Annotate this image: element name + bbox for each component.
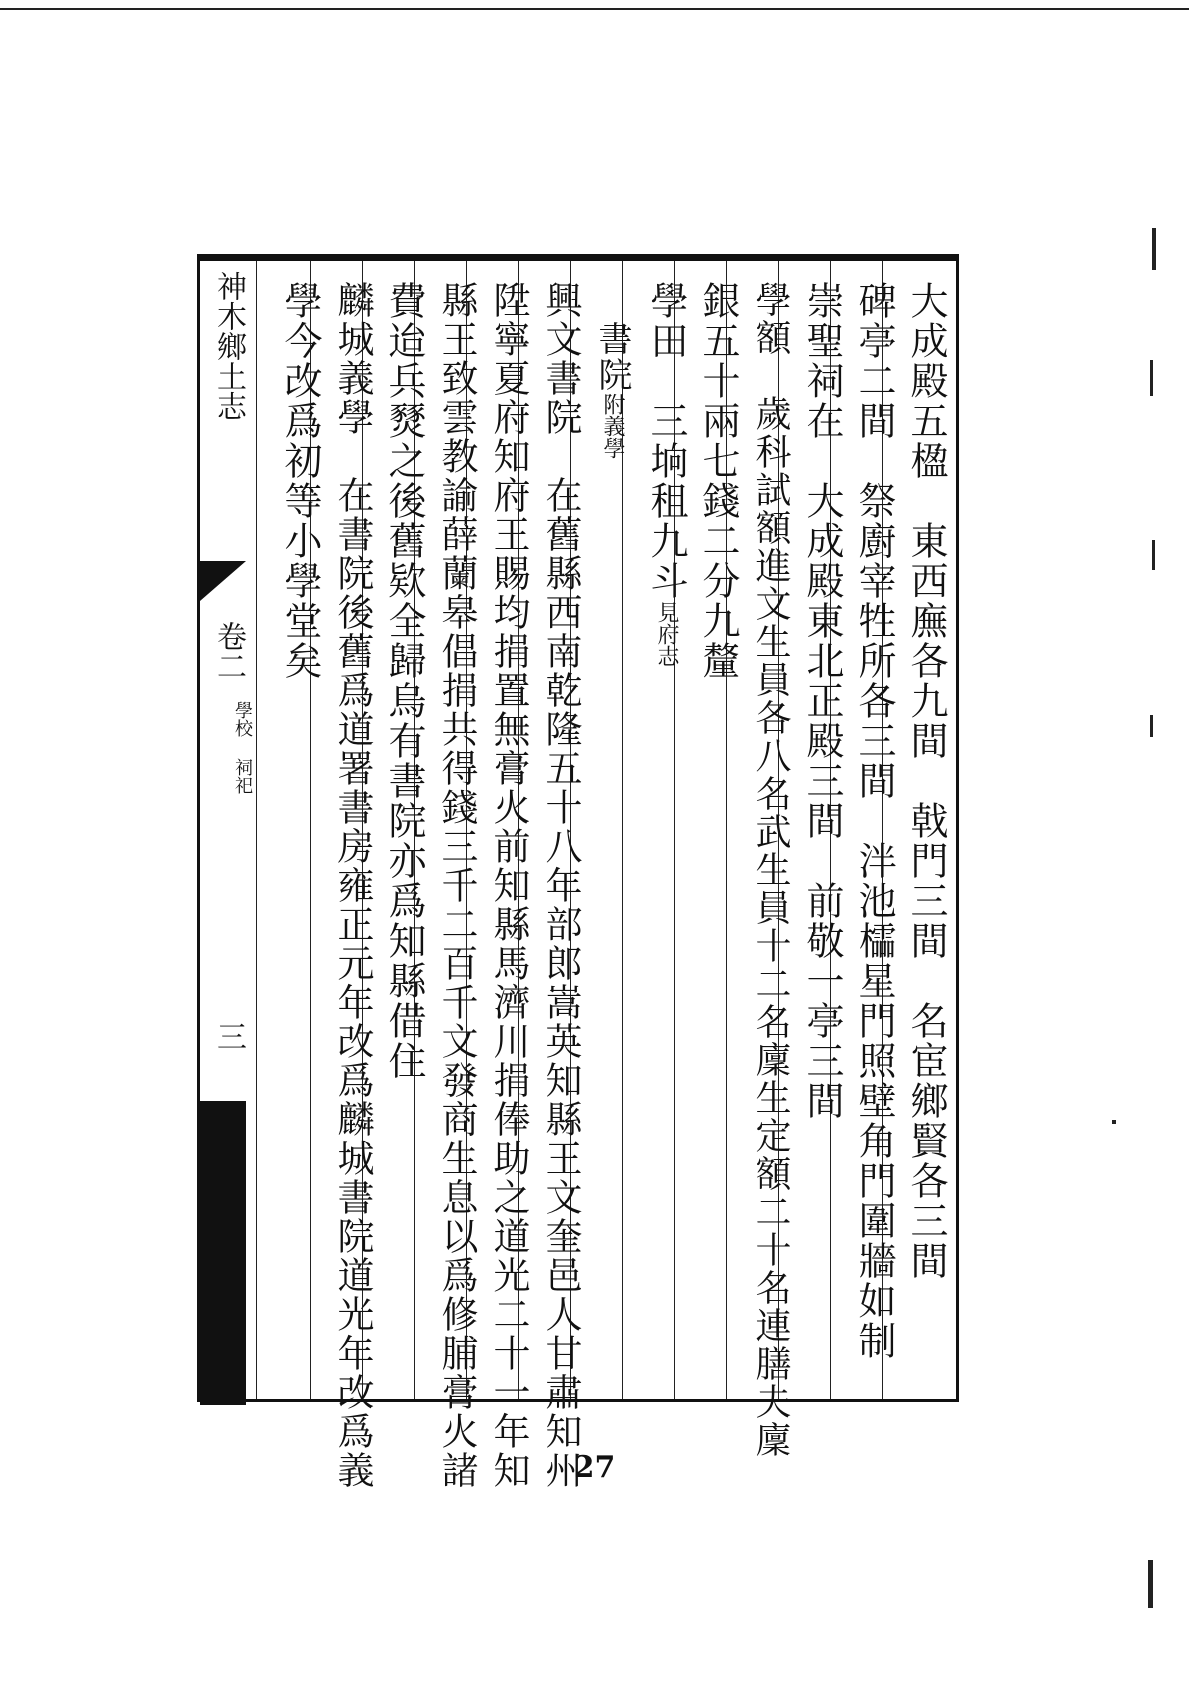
folio-number: 三: [211, 1021, 246, 1051]
source-note: 見府志: [654, 601, 679, 667]
text-column-6: 學田 三垧租九斗見府志: [644, 281, 688, 667]
scan-speck: [1148, 1560, 1153, 1608]
page-number: 27: [573, 1450, 616, 1485]
page-margin-strip: [200, 261, 256, 1409]
text-column-3: 崇聖祠在 大成殿東北正殿三間 前敬一亭三間: [800, 281, 844, 1121]
scan-speck: [1112, 1120, 1116, 1124]
scan-speck: [1152, 540, 1155, 570]
text-column-11: 費迨兵燹之後舊欵全歸烏有書院亦爲知縣借住: [382, 281, 426, 1081]
top-scan-edge-rule: [0, 8, 1189, 10]
text-column-9: 陞寧夏府知府王賜均捐置無膏火前知縣馬濟川捐俸助之道光二十一年知: [487, 281, 530, 1490]
text-column-4: 學額 歲科試額進文生員各八名武生員十二名廩生定額二十名連膳夫廩: [750, 281, 791, 1459]
fishtail-mark: [200, 561, 246, 601]
text-column-13: 學今改爲初等小學堂矣: [278, 281, 322, 681]
scan-speck: [1152, 228, 1156, 270]
column-rule: [256, 261, 257, 1399]
scan-speck: [1150, 360, 1153, 396]
scan-speck: [1150, 715, 1153, 737]
section-label: 學校 祠祀: [232, 701, 253, 794]
text-column-2: 碑亭二間 祭廚宰牲所各三間 泮池櫺星門照壁角門圍牆如制: [852, 281, 896, 1361]
heading-note: 附義學: [600, 393, 625, 459]
gazetteer-title: 神木鄉土志: [211, 271, 246, 421]
text-column-8: 興文書院 在舊縣西南乾隆五十八年部郎嵩英知縣王文奎邑人甘肅知州: [539, 281, 582, 1490]
margin-black-bar: [200, 1101, 246, 1405]
section-heading-academies: 書院附義學: [592, 321, 632, 459]
text-column-5: 銀五十兩七錢二分九釐: [696, 281, 740, 681]
text-column-1: 大成殿五楹 東西廡各九間 戟門三間 名宦鄉賢各三間: [904, 281, 948, 1281]
volume-label: 卷二: [211, 621, 246, 681]
text-column-12: 麟城義學 在書院後舊爲道署書房雍正元年改爲麟城書院道光年改爲義: [331, 281, 374, 1490]
text-column-10: 縣王致雲教諭薛蘭皋倡捐共得錢三千二百千文發商生息以爲修脯膏火諸: [435, 281, 478, 1490]
